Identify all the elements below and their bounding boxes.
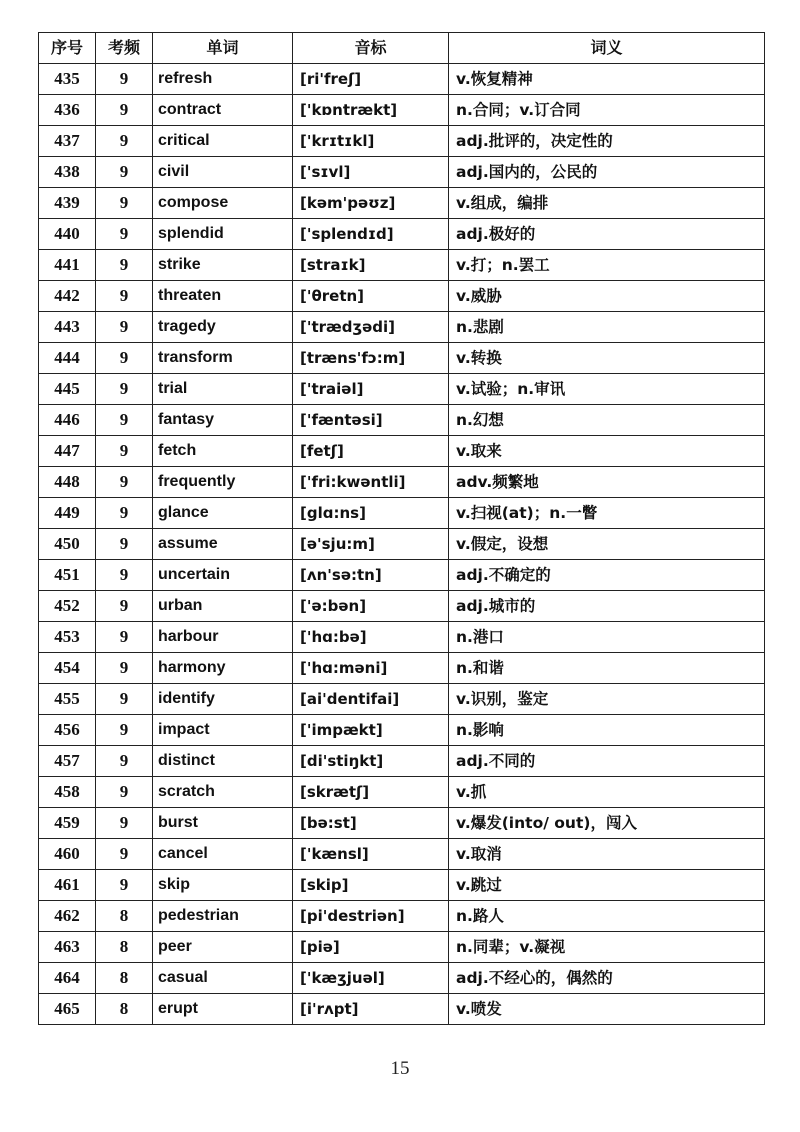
table-row <box>39 839 765 870</box>
cell-number: 464 <box>39 963 96 994</box>
table-row <box>39 901 765 932</box>
cell-meaning: adj.不确定的 <box>449 560 765 591</box>
cell-word: scratch <box>153 777 293 808</box>
cell-number: 435 <box>39 64 96 95</box>
cell-number: 463 <box>39 932 96 963</box>
cell-frequency: 9 <box>96 436 153 467</box>
cell-word: erupt <box>153 994 293 1025</box>
cell-frequency: 9 <box>96 870 153 901</box>
table-row <box>39 281 765 312</box>
cell-number: 455 <box>39 684 96 715</box>
cell-frequency: 8 <box>96 994 153 1025</box>
cell-meaning: adv.频繁地 <box>449 467 765 498</box>
table-row <box>39 777 765 808</box>
cell-meaning: v.转换 <box>449 343 765 374</box>
cell-word: splendid <box>153 219 293 250</box>
cell-meaning: v.恢复精神 <box>449 64 765 95</box>
cell-word: strike <box>153 250 293 281</box>
cell-frequency: 9 <box>96 374 153 405</box>
cell-number: 458 <box>39 777 96 808</box>
header-frequency: 考频 <box>96 33 153 64</box>
cell-phonetic: [skip] <box>293 870 449 901</box>
cell-word: tragedy <box>153 312 293 343</box>
cell-number: 438 <box>39 157 96 188</box>
cell-phonetic: [glɑ:ns] <box>293 498 449 529</box>
page-number: 15 <box>390 1058 410 1079</box>
cell-number: 452 <box>39 591 96 622</box>
cell-phonetic: [ai'dentifai] <box>293 684 449 715</box>
cell-phonetic: ['kænsl] <box>293 839 449 870</box>
cell-meaning: n.港口 <box>449 622 765 653</box>
cell-phonetic: [di'stiŋkt] <box>293 746 449 777</box>
cell-word: harmony <box>153 653 293 684</box>
cell-phonetic: ['hɑ:bə] <box>293 622 449 653</box>
cell-frequency: 9 <box>96 95 153 126</box>
cell-meaning: v.喷发 <box>449 994 765 1025</box>
cell-meaning: v.跳过 <box>449 870 765 901</box>
cell-meaning: v.识别，鉴定 <box>449 684 765 715</box>
cell-number: 451 <box>39 560 96 591</box>
cell-phonetic: ['hɑ:məni] <box>293 653 449 684</box>
table-row <box>39 219 765 250</box>
cell-frequency: 9 <box>96 653 153 684</box>
cell-frequency: 9 <box>96 281 153 312</box>
cell-frequency: 8 <box>96 901 153 932</box>
cell-word: fantasy <box>153 405 293 436</box>
cell-meaning: n.合同；v.订合同 <box>449 95 765 126</box>
table-row <box>39 746 765 777</box>
header-number: 序号 <box>39 33 96 64</box>
cell-frequency: 9 <box>96 591 153 622</box>
cell-phonetic: ['ə:bən] <box>293 591 449 622</box>
cell-meaning: v.扫视(at)；n.一瞥 <box>449 498 765 529</box>
header-phonetic: 音标 <box>293 33 449 64</box>
cell-frequency: 9 <box>96 467 153 498</box>
cell-frequency: 9 <box>96 622 153 653</box>
cell-number: 447 <box>39 436 96 467</box>
cell-word: burst <box>153 808 293 839</box>
table-row <box>39 932 765 963</box>
table-row <box>39 870 765 901</box>
cell-word: trial <box>153 374 293 405</box>
cell-number: 439 <box>39 188 96 219</box>
cell-number: 449 <box>39 498 96 529</box>
table-row <box>39 622 765 653</box>
vocabulary-sheet <box>38 32 764 1025</box>
cell-meaning: v.取来 <box>449 436 765 467</box>
cell-number: 465 <box>39 994 96 1025</box>
cell-meaning: v.假定，设想 <box>449 529 765 560</box>
cell-frequency: 9 <box>96 777 153 808</box>
table-row <box>39 250 765 281</box>
cell-number: 460 <box>39 839 96 870</box>
cell-meaning: n.幻想 <box>449 405 765 436</box>
cell-frequency: 9 <box>96 250 153 281</box>
cell-word: uncertain <box>153 560 293 591</box>
cell-word: frequently <box>153 467 293 498</box>
cell-number: 457 <box>39 746 96 777</box>
cell-phonetic: ['splendɪd] <box>293 219 449 250</box>
table-row <box>39 64 765 95</box>
cell-word: casual <box>153 963 293 994</box>
cell-word: transform <box>153 343 293 374</box>
cell-phonetic: [fetʃ] <box>293 436 449 467</box>
cell-number: 456 <box>39 715 96 746</box>
cell-frequency: 8 <box>96 963 153 994</box>
cell-meaning: v.组成，编排 <box>449 188 765 219</box>
cell-frequency: 9 <box>96 684 153 715</box>
cell-meaning: adj.批评的，决定性的 <box>449 126 765 157</box>
cell-word: skip <box>153 870 293 901</box>
cell-phonetic: [ə'sju:m] <box>293 529 449 560</box>
cell-meaning: adj.城市的 <box>449 591 765 622</box>
cell-phonetic: [ʌn'sə:tn] <box>293 560 449 591</box>
cell-phonetic: [kəm'pəʊz] <box>293 188 449 219</box>
cell-word: fetch <box>153 436 293 467</box>
cell-phonetic: ['traiəl] <box>293 374 449 405</box>
cell-frequency: 9 <box>96 839 153 870</box>
cell-word: distinct <box>153 746 293 777</box>
cell-phonetic: ['impækt] <box>293 715 449 746</box>
cell-word: harbour <box>153 622 293 653</box>
cell-phonetic: [i'rʌpt] <box>293 994 449 1025</box>
header-word: 单词 <box>153 33 293 64</box>
table-row <box>39 126 765 157</box>
cell-number: 445 <box>39 374 96 405</box>
cell-word: compose <box>153 188 293 219</box>
cell-phonetic: [pi'destriən] <box>293 901 449 932</box>
cell-frequency: 8 <box>96 932 153 963</box>
cell-word: impact <box>153 715 293 746</box>
cell-phonetic: [træns'fɔ:m] <box>293 343 449 374</box>
table-row <box>39 343 765 374</box>
cell-meaning: v.取消 <box>449 839 765 870</box>
cell-number: 436 <box>39 95 96 126</box>
cell-frequency: 9 <box>96 64 153 95</box>
cell-number: 440 <box>39 219 96 250</box>
cell-meaning: n.路人 <box>449 901 765 932</box>
cell-phonetic: ['θretn] <box>293 281 449 312</box>
cell-phonetic: ['fæntəsi] <box>293 405 449 436</box>
cell-frequency: 9 <box>96 808 153 839</box>
cell-frequency: 9 <box>96 219 153 250</box>
table-row <box>39 436 765 467</box>
table-row <box>39 157 765 188</box>
cell-meaning: v.威胁 <box>449 281 765 312</box>
cell-number: 453 <box>39 622 96 653</box>
table-row <box>39 715 765 746</box>
table-row <box>39 529 765 560</box>
cell-frequency: 9 <box>96 498 153 529</box>
table-row <box>39 684 765 715</box>
cell-word: peer <box>153 932 293 963</box>
cell-number: 462 <box>39 901 96 932</box>
table-row <box>39 591 765 622</box>
cell-number: 437 <box>39 126 96 157</box>
cell-frequency: 9 <box>96 715 153 746</box>
cell-frequency: 9 <box>96 157 153 188</box>
cell-word: urban <box>153 591 293 622</box>
cell-phonetic: ['kæʒjuəl] <box>293 963 449 994</box>
cell-number: 441 <box>39 250 96 281</box>
cell-word: critical <box>153 126 293 157</box>
cell-word: assume <box>153 529 293 560</box>
cell-frequency: 9 <box>96 126 153 157</box>
cell-meaning: adj.极好的 <box>449 219 765 250</box>
cell-phonetic: [piə] <box>293 932 449 963</box>
table-row <box>39 95 765 126</box>
cell-frequency: 9 <box>96 343 153 374</box>
cell-phonetic: [skrætʃ] <box>293 777 449 808</box>
cell-meaning: v.试验；n.审讯 <box>449 374 765 405</box>
table-row <box>39 994 765 1025</box>
cell-meaning: adj.国内的，公民的 <box>449 157 765 188</box>
table-row <box>39 312 765 343</box>
cell-number: 450 <box>39 529 96 560</box>
table-row <box>39 374 765 405</box>
cell-meaning: n.和谐 <box>449 653 765 684</box>
cell-meaning: adj.不同的 <box>449 746 765 777</box>
cell-word: identify <box>153 684 293 715</box>
cell-number: 454 <box>39 653 96 684</box>
table-row <box>39 188 765 219</box>
cell-phonetic: ['kɒntrækt] <box>293 95 449 126</box>
cell-phonetic: [ri'freʃ] <box>293 64 449 95</box>
cell-phonetic: ['fri:kwəntli] <box>293 467 449 498</box>
cell-number: 444 <box>39 343 96 374</box>
header-meaning: 词义 <box>449 33 765 64</box>
table-header-row <box>39 33 765 64</box>
table-row <box>39 808 765 839</box>
cell-frequency: 9 <box>96 405 153 436</box>
cell-number: 448 <box>39 467 96 498</box>
cell-word: refresh <box>153 64 293 95</box>
cell-word: civil <box>153 157 293 188</box>
cell-meaning: adj.不经心的，偶然的 <box>449 963 765 994</box>
table-row <box>39 405 765 436</box>
cell-phonetic: ['sɪvl] <box>293 157 449 188</box>
table-row <box>39 467 765 498</box>
cell-frequency: 9 <box>96 560 153 591</box>
cell-word: threaten <box>153 281 293 312</box>
cell-word: pedestrian <box>153 901 293 932</box>
table-row <box>39 498 765 529</box>
cell-meaning: n.悲剧 <box>449 312 765 343</box>
cell-meaning: v.抓 <box>449 777 765 808</box>
cell-number: 443 <box>39 312 96 343</box>
cell-meaning: n.同辈；v.凝视 <box>449 932 765 963</box>
cell-phonetic: ['trædʒədi] <box>293 312 449 343</box>
table-row <box>39 653 765 684</box>
table-row <box>39 963 765 994</box>
cell-meaning: v.打；n.罢工 <box>449 250 765 281</box>
table-row <box>39 560 765 591</box>
cell-number: 459 <box>39 808 96 839</box>
cell-number: 442 <box>39 281 96 312</box>
cell-phonetic: [bə:st] <box>293 808 449 839</box>
cell-number: 446 <box>39 405 96 436</box>
vocabulary-table <box>38 32 765 1025</box>
cell-word: contract <box>153 95 293 126</box>
cell-phonetic: ['krɪtɪkl] <box>293 126 449 157</box>
cell-frequency: 9 <box>96 529 153 560</box>
cell-word: glance <box>153 498 293 529</box>
cell-word: cancel <box>153 839 293 870</box>
cell-phonetic: [straɪk] <box>293 250 449 281</box>
table-body <box>39 64 765 1025</box>
cell-meaning: n.影响 <box>449 715 765 746</box>
cell-number: 461 <box>39 870 96 901</box>
cell-frequency: 9 <box>96 188 153 219</box>
cell-frequency: 9 <box>96 746 153 777</box>
cell-frequency: 9 <box>96 312 153 343</box>
cell-meaning: v.爆发(into/ out)，闯入 <box>449 808 765 839</box>
